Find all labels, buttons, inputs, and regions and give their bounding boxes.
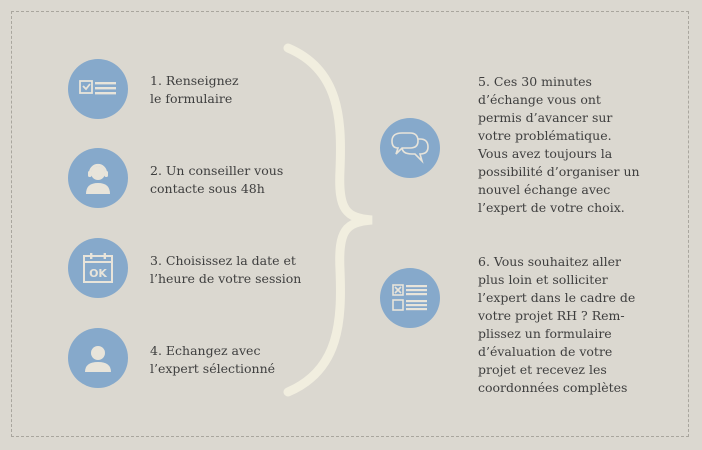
step-1-text: 1. Renseignez le formulaire (150, 73, 239, 106)
step-5-text: 5. Ces 30 minutes d’échange vous ont permis d’avancer sur votre problématique. Vous avez toujours la possibilité d’organiser un nouvel échange avec l’expert de votre choix. (478, 74, 640, 215)
curly-brace (280, 40, 380, 400)
calendar-ok-label: OK (89, 267, 107, 280)
advisor-headset-icon (68, 148, 128, 208)
chat-bubbles-icon (380, 118, 440, 178)
calendar-ok-icon (68, 238, 128, 298)
step-6-text: 6. Vous souhaitez aller plus loin et solliciter l’expert dans le cadre de votre projet RH ? Rem- plissez un formulaire d’évaluation de votre projet et recevez les coordonnées complètes (478, 254, 636, 395)
checklist-form-icon (380, 268, 440, 328)
person-icon (68, 328, 128, 388)
form-icon (68, 59, 128, 119)
step-3-text: 3. Choisissez la date et l’heure de votre session (150, 253, 302, 286)
step-2-text: 2. Un conseiller vous contacte sous 48h (150, 163, 284, 196)
step-4-text: 4. Echangez avec l’expert sélectionné (150, 343, 276, 376)
